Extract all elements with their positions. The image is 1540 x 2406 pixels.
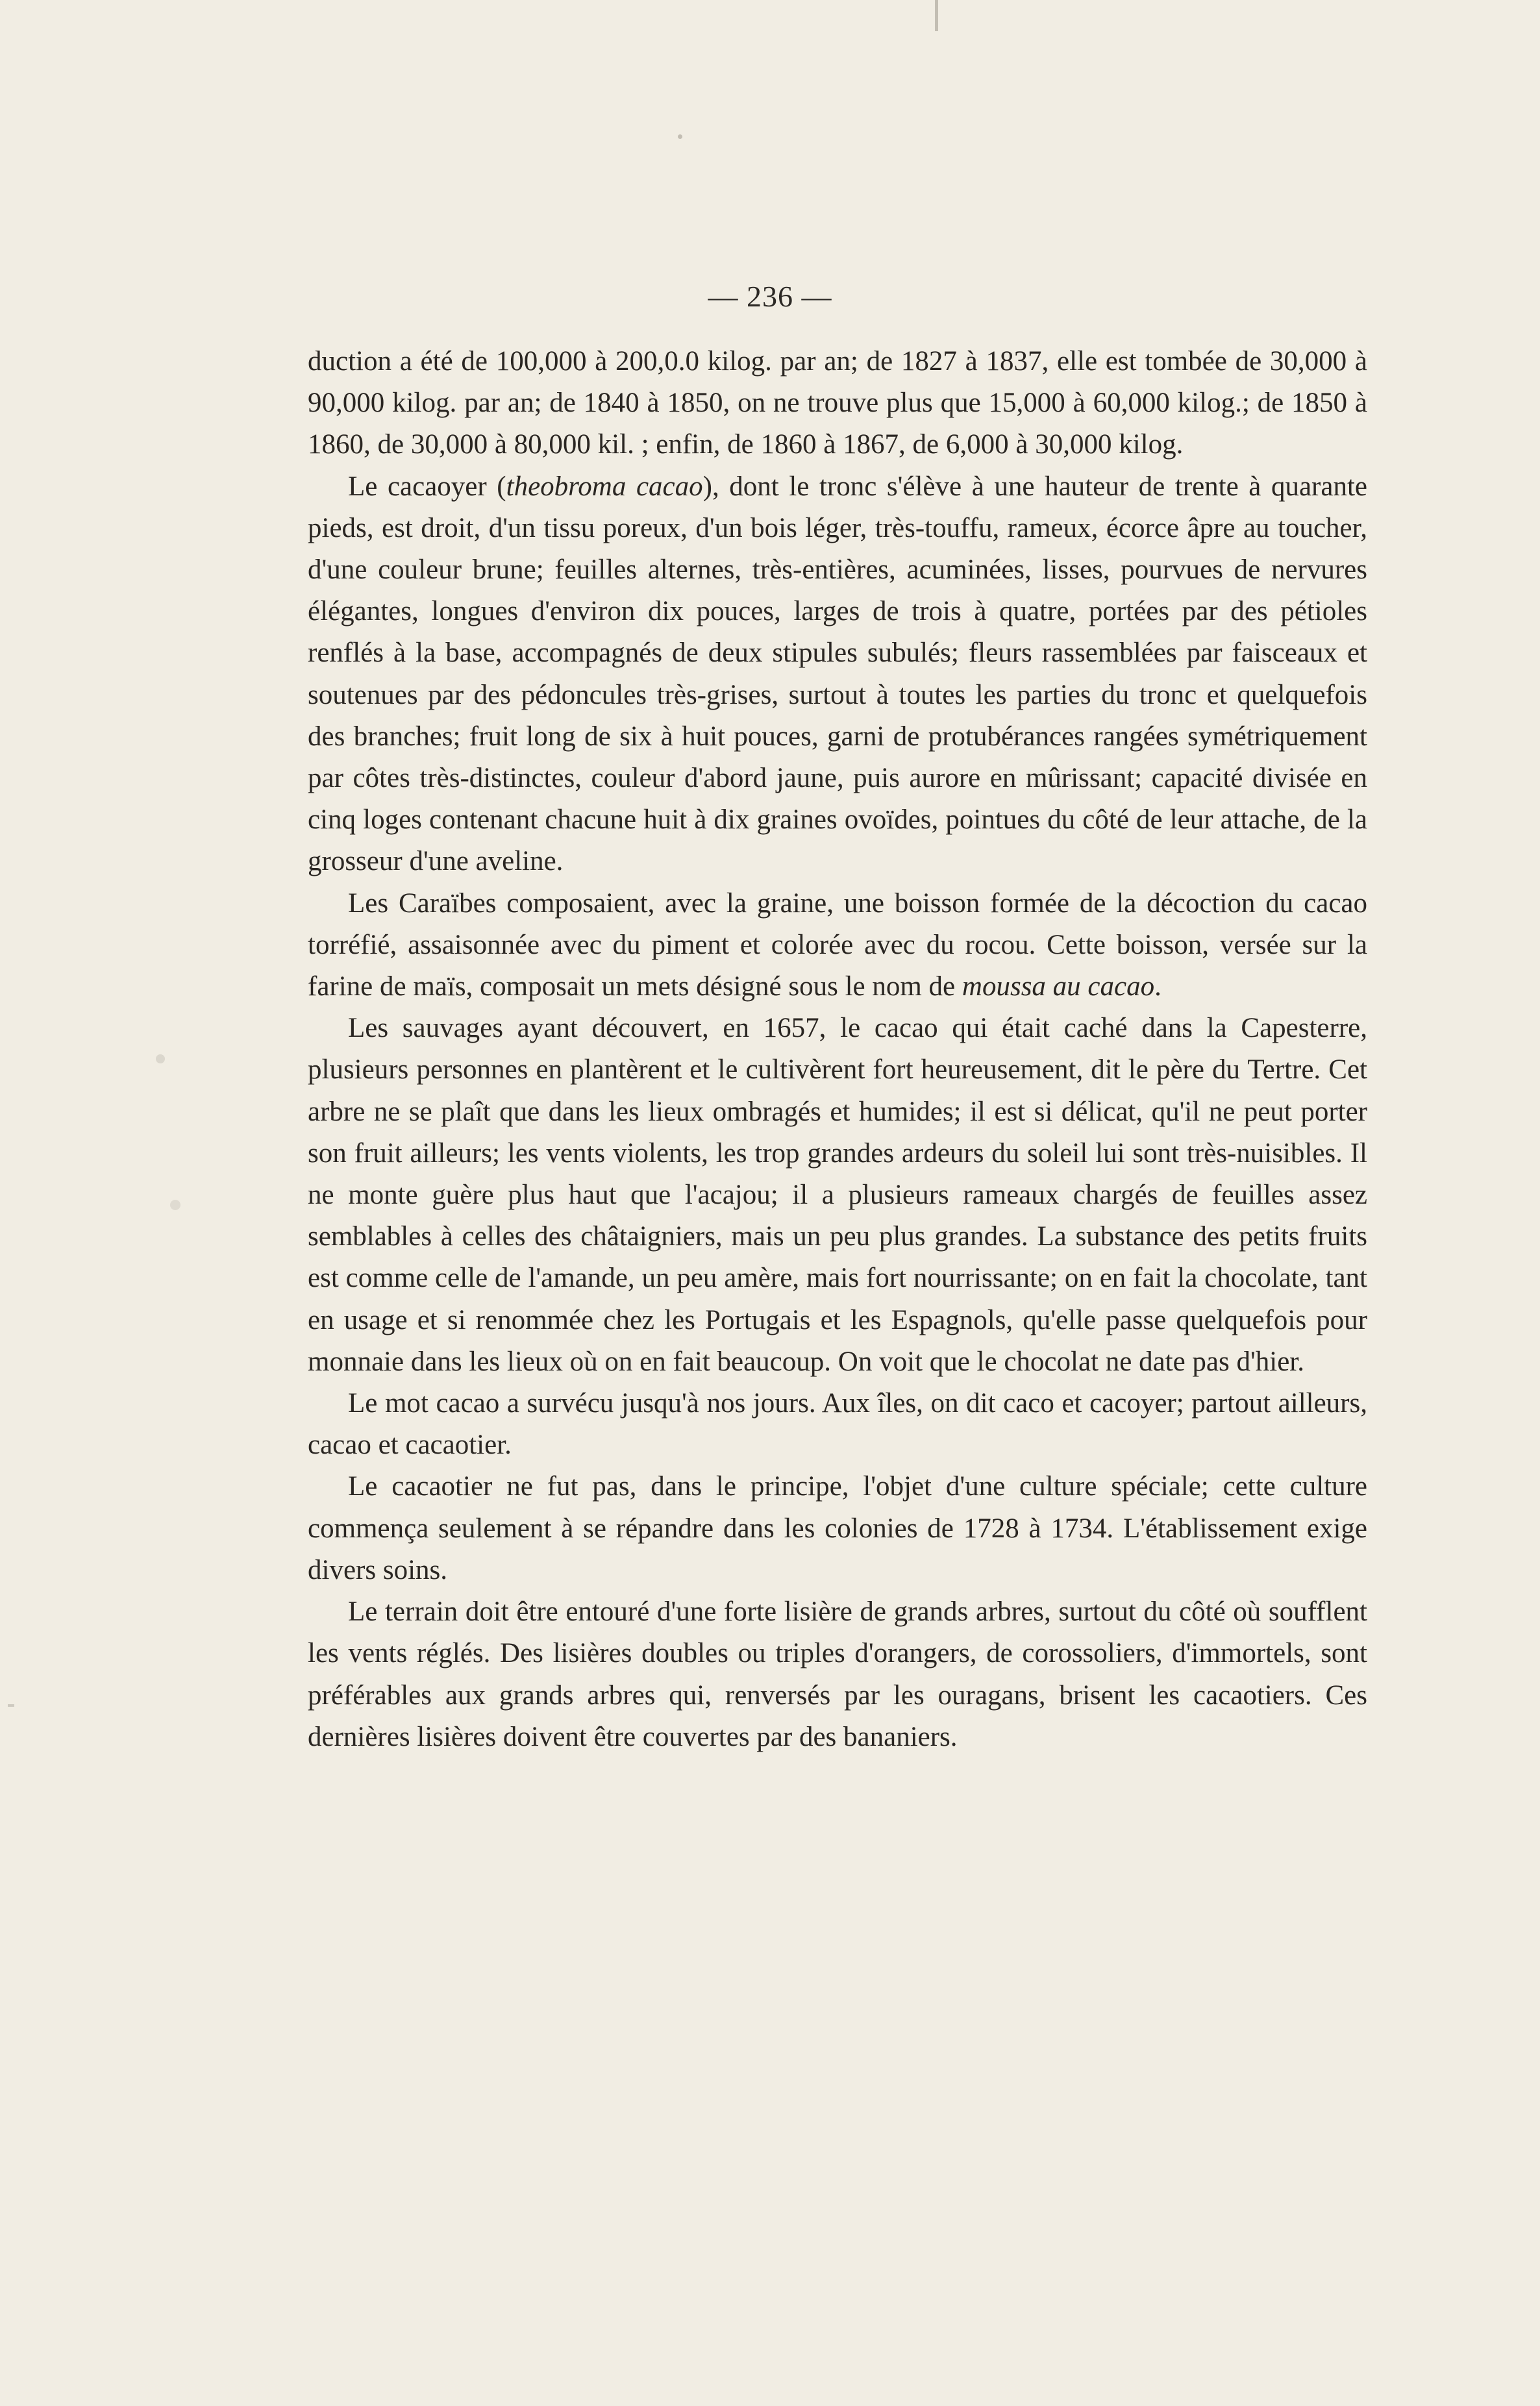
scan-speck <box>678 134 682 139</box>
paragraph-text: Le cacaoyer ( <box>348 471 506 502</box>
paragraph-text: Les Caraïbes composaient, avec la graine, une boisson formée de la décoction du cacao torréfié, assaisonnée avec du piment et colorée avec du rocou. Cette boisson, versée sur la farine de maïs, composait un mets désigné sous le nom de <box>308 887 1367 1002</box>
paragraph-text: . <box>1154 971 1161 1002</box>
paragraph-text: ), dont le tronc s'élève à une hauteur de trente à quarante pieds, est droit, d'un tissu poreux, d'un bois léger, très-touffu, rameux, écorce âpre au toucher, d'une couleur brune; feuilles alternes, très-entières, acuminées, lisses, pourvues de nervures élégantes, longues d'environ dix pouces, larges de trois à quatre, portées par des pétioles renflés à la base, accompagnés de deux stipules subulés; fleurs rassemblées par faisceaux et soutenues par des pédoncules très-grises, surtout à toutes les parties du tronc et quelquefois des branches; fruit long de six à huit pouces, garni de protubérances rangées symétriquement par côtes très-distinctes, couleur d'abord jaune, puis aurore en mûrissant; capacité divisée en cinq loges contenant chacune huit à dix graines ovoïdes, pointues du côté de leur attache, de la grosseur d'une aveline. <box>308 471 1367 877</box>
paragraph <box>308 883 1367 1008</box>
scan-speck <box>156 1054 165 1063</box>
dish-name: moussa au cacao <box>962 971 1155 1002</box>
paragraph: duction a été de 100,000 à 200,0.0 kilog. par an; de 1827 à 1837, elle est tombée de 30,000 à 90,000 kilog. par an; de 1840 à 1850, on ne trouve plus que 15,000 à 60,000 kilog.; de 1850 à 1860, de 30,000 à 80,000 kil. ; enfin, de 1860 à 1867, de 6,000 à 30,000 kilog. <box>308 346 1367 460</box>
page-number: — 236 — <box>708 280 832 313</box>
scan-speck <box>8 1704 14 1707</box>
scan-mark-top <box>935 0 938 31</box>
paragraph: Le mot cacao a survécu jusqu'à nos jours. Aux îles, on dit caco et cacoyer; partout ailleurs, cacao et cacaotier. <box>308 1388 1367 1461</box>
paragraph: Les sauvages ayant découvert, en 1657, le cacao qui était caché dans la Capesterre, plusieurs personnes en plantèrent et le cultivèrent fort heureusement, dit le père du Tertre. Cet arbre ne se plaît que dans les lieux ombragés et humides; il est si délicat, qu'il ne peut porter son fruit ailleurs; les vents violents, les trop grandes ardeurs du soleil lui sont très-nuisibles. Il ne monte guère plus haut que l'acajou; il a plusieurs rameaux chargés de feuilles assez semblables à celles des châtaigniers, mais un peu plus grandes. La substance des petits fruits est comme celle de l'amande, un peu amère, mais fort nourrissante; on en fait la chocolate, tant en usage et si renommée chez les Portugais et les Espagnols, qu'elle passe quelquefois pour monnaie dans les lieux où on en fait beaucoup. On voit que le chocolat ne date pas d'hier. <box>308 1013 1367 1377</box>
paragraph <box>308 466 1367 883</box>
body-text <box>308 341 1367 1758</box>
paragraph: Le cacaotier ne fut pas, dans le principe, l'objet d'une culture spéciale; cette culture commença seulement à se répandre dans les colonies de 1728 à 1734. L'établissement exige divers soins. <box>308 1471 1367 1585</box>
paragraph: Le terrain doit être entouré d'une forte lisière de grands arbres, surtout du côté où soufflent les vents réglés. Des lisières doubles ou triples d'orangers, de corossoliers, d'immortels, sont préférables aux grands arbres qui, renversés par les ouragans, brisent les cacaotiers. Ces dernières lisières doivent être couvertes par des bananiers. <box>308 1596 1367 1752</box>
scan-speck <box>170 1200 180 1210</box>
latin-name: theobroma cacao <box>506 471 703 502</box>
